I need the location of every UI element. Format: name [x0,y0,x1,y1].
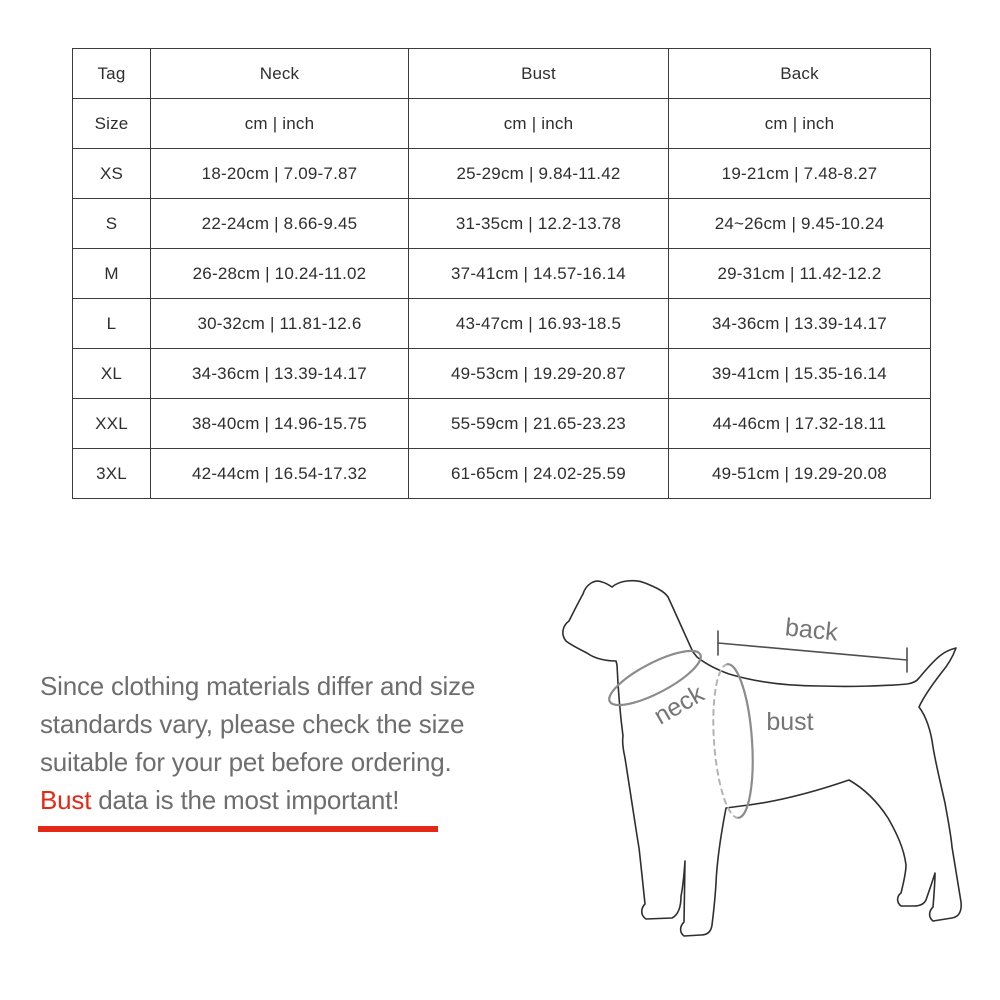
cell-tag: L [73,299,151,349]
cell-bust: 49-53cm | 19.29-20.87 [409,349,669,399]
size-chart-table [72,48,931,499]
cell-back: 29-31cm | 11.42-12.2 [669,249,931,299]
note-line: suitable for your pet before ordering. [40,747,452,777]
cell-neck: 26-28cm | 10.24-11.02 [151,249,409,299]
table-row [73,399,931,449]
unit-cell-back: cm | inch [669,99,931,149]
cell-bust: 31-35cm | 12.2-13.78 [409,199,669,249]
cell-tag: M [73,249,151,299]
note-line-rest: data is the most important! [91,785,400,815]
col-header-bust: Bust [409,49,669,99]
cell-tag: XXL [73,399,151,449]
cell-tag: XS [73,149,151,199]
cell-neck: 18-20cm | 7.09-7.87 [151,149,409,199]
col-header-tag: Tag [73,49,151,99]
table-unit-row [73,99,931,149]
note-line: Since clothing materials differ and size [40,671,476,701]
note-line-emphasis [40,781,540,819]
red-underline [38,826,438,832]
bust-measure-ellipse-dashed [709,664,739,819]
cell-neck: 30-32cm | 11.81-12.6 [151,299,409,349]
cell-back: 44-46cm | 17.32-18.11 [669,399,931,449]
col-header-back: Back [669,49,931,99]
cell-back: 49-51cm | 19.29-20.08 [669,449,931,499]
bust-highlight: Bust [40,785,92,815]
cell-bust: 25-29cm | 9.84-11.42 [409,149,669,199]
col-header-neck: Neck [151,49,409,99]
cell-back: 19-21cm | 7.48-8.27 [669,149,931,199]
note-line: standards vary, please check the size [40,709,465,739]
cell-bust: 43-47cm | 16.93-18.5 [409,299,669,349]
table-row [73,249,931,299]
back-label: back [783,613,840,647]
table-row [73,149,931,199]
bust-label: bust [766,708,814,736]
bust-measure-ellipse-solid [728,663,758,818]
table-row [73,299,931,349]
unit-cell-bust: cm | inch [409,99,669,149]
size-note [40,667,540,819]
cell-neck: 22-24cm | 8.66-9.45 [151,199,409,249]
cell-tag: 3XL [73,449,151,499]
cell-neck: 42-44cm | 16.54-17.32 [151,449,409,499]
cell-back: 24~26cm | 9.45-10.24 [669,199,931,249]
cell-neck: 34-36cm | 13.39-14.17 [151,349,409,399]
cell-neck: 38-40cm | 14.96-15.75 [151,399,409,449]
unit-cell-neck: cm | inch [151,99,409,149]
cell-back: 39-41cm | 15.35-16.14 [669,349,931,399]
table-row [73,449,931,499]
dog-outline [563,581,961,936]
table-row [73,349,931,399]
back-measure-line [718,643,907,660]
cell-back: 34-36cm | 13.39-14.17 [669,299,931,349]
cell-bust: 55-59cm | 21.65-23.23 [409,399,669,449]
table-row [73,199,931,249]
table-header-row [73,49,931,99]
unit-header-size: Size [73,99,151,149]
cell-bust: 37-41cm | 14.57-16.14 [409,249,669,299]
cell-tag: S [73,199,151,249]
dog-measurement-diagram [545,555,985,995]
cell-tag: XL [73,349,151,399]
neck-label: neck [649,679,709,731]
cell-bust: 61-65cm | 24.02-25.59 [409,449,669,499]
